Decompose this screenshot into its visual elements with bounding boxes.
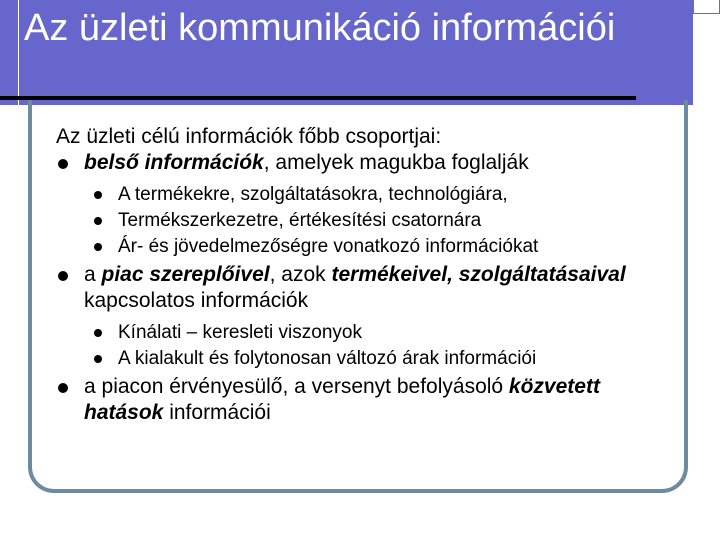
slide-title: Az üzleti kommunikáció információi bbox=[24, 7, 616, 49]
corner-decoration bbox=[693, 0, 720, 14]
sub-bullet-item bbox=[56, 208, 676, 234]
sub-bullet-item bbox=[56, 182, 676, 208]
sub-bullet-text: Termékszerkezetre, értékesítési csatornára bbox=[118, 210, 482, 231]
bullet-item bbox=[56, 262, 676, 314]
bullet-icon bbox=[94, 355, 102, 363]
bullet-text-part: , amelyek magukba foglalják bbox=[263, 151, 529, 174]
sub-bullet-item bbox=[56, 320, 676, 346]
bullet-icon bbox=[58, 383, 68, 393]
sub-bullet-text: Ár- és jövedelmezőségre vonatkozó információkat bbox=[118, 236, 539, 257]
sub-bullet-text: A kialakult és folytonosan változó árak információi bbox=[118, 348, 537, 369]
bullet-text-part: belső információk bbox=[84, 151, 264, 174]
bullet-text-part: közvetett hatások bbox=[84, 375, 600, 424]
sub-bullet-text: A termékekre, szolgáltatásokra, technológiára, bbox=[118, 184, 508, 205]
bullet-icon bbox=[58, 159, 68, 169]
bullet-icon bbox=[58, 271, 68, 281]
bullet-text-part: , azok bbox=[269, 263, 332, 286]
bullet-icon bbox=[94, 191, 102, 199]
bullet-item bbox=[56, 150, 676, 176]
sub-bullet-text: Kínálati – keresleti viszonyok bbox=[118, 322, 362, 343]
bullet-text-part: kapcsolatos információk bbox=[84, 289, 309, 312]
sub-bullet-item bbox=[56, 346, 676, 372]
slide-content bbox=[56, 124, 676, 426]
bullet-icon bbox=[94, 243, 102, 251]
sub-bullet-item bbox=[56, 234, 676, 260]
bullet-text-part: információi bbox=[163, 401, 271, 424]
bullet-icon bbox=[94, 217, 102, 225]
bullet-icon bbox=[94, 329, 102, 337]
bullet-text-part: termékeivel, szolgáltatásaival bbox=[331, 263, 626, 286]
bullet-text-part: a bbox=[84, 263, 102, 286]
content-heading: Az üzleti célú információk főbb csoportjai: bbox=[56, 125, 442, 148]
bullet-text-part: a piacon érvényesülő, a versenyt befolyásoló bbox=[84, 375, 509, 398]
bullet-text-part: piac szereplőivel bbox=[101, 263, 270, 286]
bullet-item bbox=[56, 374, 676, 426]
